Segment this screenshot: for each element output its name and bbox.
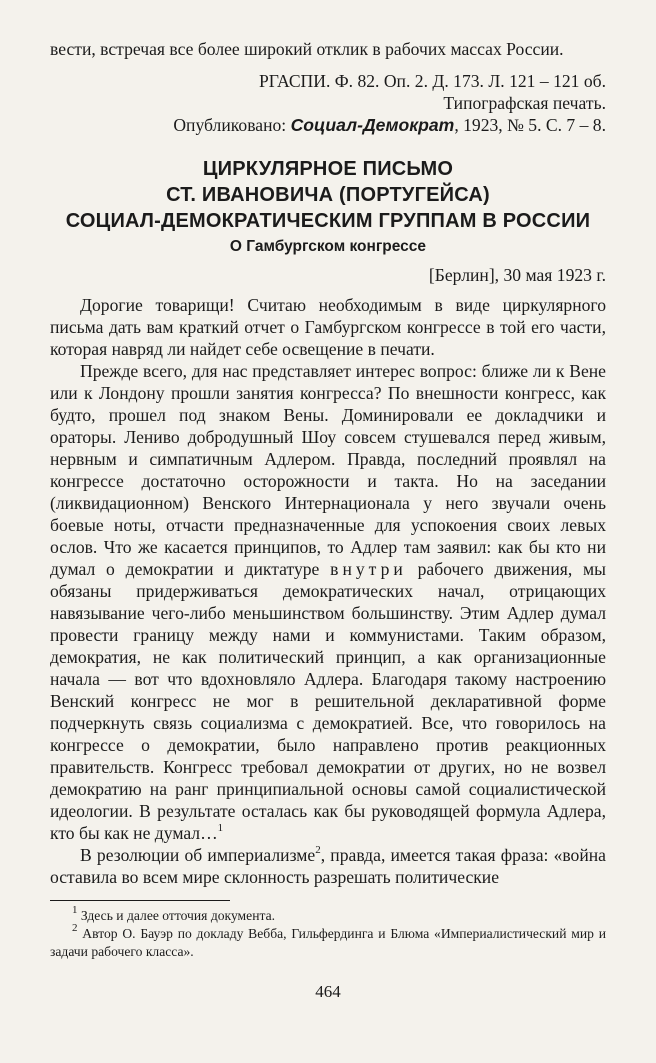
footnote-mark: 1 bbox=[72, 904, 78, 917]
paragraph-3-part-a: В резолюции об империализме bbox=[80, 845, 316, 865]
paragraph-1: Дорогие товарищи! Считаю необходимым в виде циркулярного письма дать вам краткий отчет о Гамбургском конгрессе в той его части, которая навряд ли найдет себе освещение в печати. bbox=[50, 295, 606, 359]
archive-reference: РГАСПИ. Ф. 82. Оп. 2. Д. 173. Л. 121 – 121 об. bbox=[258, 71, 606, 91]
page-number: 464 bbox=[315, 982, 341, 1001]
footnote-divider bbox=[50, 900, 230, 901]
title-line: СОЦИАЛ-ДЕМОКРАТИЧЕСКИМ ГРУППАМ В РОССИИ bbox=[65, 210, 591, 232]
continuation-text: вести, встречая все более широкий отклик в рабочих массах России. bbox=[50, 39, 564, 59]
print-type: Типографская печать. bbox=[443, 93, 606, 113]
published-label: Опубликовано: bbox=[173, 115, 287, 135]
published-details: , 1923, № 5. С. 7 – 8. bbox=[454, 115, 606, 135]
dateline: [Берлин], 30 мая 1923 г. bbox=[428, 265, 606, 285]
emphasized-word: внутри bbox=[330, 559, 407, 579]
footnote-1 bbox=[50, 904, 606, 925]
title-line: СТ. ИВАНОВИЧА (ПОРТУГЕЙСА) bbox=[166, 184, 490, 206]
published-title: Социал-Демократ bbox=[290, 115, 455, 135]
paragraph-2-part-b: рабочего движения, мы обязаны придерживаться демократических начал, отрицающих навязывание чего-либо меньшинством большинству. Этим Адлер думал провести границу между нами и коммунистами. Таким образом, демократия, не как политический принцип, а как организационные начала — вот что вдохновляло Адлера. Благодаря такому настроению Венский конгресс не мог в решительной декларативной форме подчеркнуть связь социализма с демократией. Все, что говорилось на конгрессе о демократии, было направлено против реакционных правительств. Конгресс требовал демократии от других, но не возвел демократию на ранг принципиальной основы самой социалистической идеологии. В результате осталась как бы руководящей формула Адлера, кто бы как не думал… bbox=[50, 559, 606, 843]
footnote-2 bbox=[50, 922, 607, 961]
footnote-mark: 2 bbox=[72, 922, 78, 935]
paragraph-3-part-b: , правда, имеется такая фраза: «война оставила во всем мире склонность разрешать политические bbox=[50, 845, 606, 887]
paragraph-3 bbox=[50, 844, 606, 888]
footnote-text: Автор О. Бауэр по докладу Вебба, Гильфердинга и Блюма «Империалистический мир и задачи рабочего класса». bbox=[50, 926, 607, 959]
footnote-ref-2: 2 bbox=[315, 844, 321, 857]
paragraph-2-part-a: Прежде всего, для нас представляет интерес вопрос: ближе ли к Вене или к Лондону прошли занятия конгресса? По внешности конгресс, как будто, прошел под знаком Вены. Доминировали ее докладчики и ораторы. Лениво добродушный Шоу совсем стушевался перед живым, нервным и симпатичным Адлером. Правда, последний проявлял на конгрессе достаточно осторожности и такта. Но на заседании (ликвидационном) Венского Интернационала у него звучали очень боевые ноты, отчасти предназначенные для успокоения своих левых ослов. Что же касается принципов, то Адлер там заявил: как бы кто ни думал о демократии и диктатуре bbox=[50, 361, 606, 579]
footnote-ref-1: 1 bbox=[217, 822, 224, 835]
paragraph-2 bbox=[50, 360, 606, 844]
publication-reference bbox=[50, 114, 606, 136]
title-line: ЦИРКУЛЯРНОЕ ПИСЬМО bbox=[202, 158, 454, 180]
document-subtitle: О Гамбургском конгрессе bbox=[229, 238, 427, 255]
document-title bbox=[50, 156, 606, 234]
footnote-text: Здесь и далее отточия документа. bbox=[80, 908, 276, 923]
